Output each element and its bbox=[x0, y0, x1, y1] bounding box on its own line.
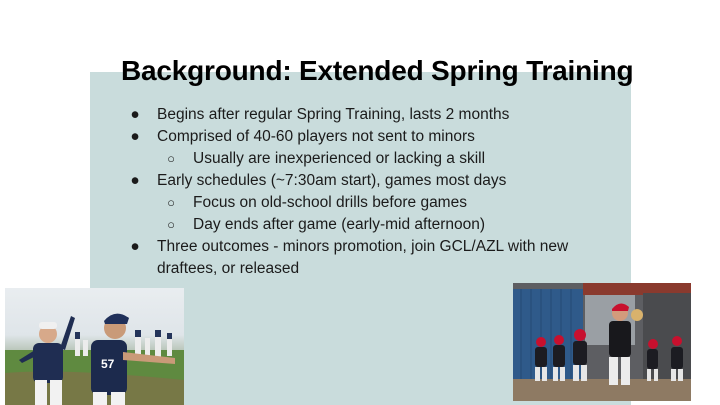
bullet-item bbox=[128, 104, 598, 126]
players-bullpen-photo bbox=[513, 283, 691, 401]
bullet-marker: ● bbox=[130, 172, 140, 189]
bullet-marker: ● bbox=[130, 106, 140, 123]
bullet-item bbox=[128, 126, 598, 148]
sub-bullet-marker: ○ bbox=[167, 217, 175, 232]
svg-text:57: 57 bbox=[101, 357, 115, 371]
bullet-item bbox=[128, 170, 598, 192]
sub-bullet-item bbox=[128, 148, 598, 170]
sub-bullet-item bbox=[128, 214, 598, 236]
bullet-text: Comprised of 40-60 players not sent to minors bbox=[157, 128, 475, 145]
sub-bullet-item bbox=[128, 192, 598, 214]
bullet-item bbox=[128, 236, 598, 280]
bullet-text: Usually are inexperienced or lacking a skill bbox=[193, 150, 486, 167]
sub-bullet-marker: ○ bbox=[167, 151, 175, 166]
bullet-list bbox=[128, 104, 598, 280]
bullet-text: Early schedules (~7:30am start), games most days bbox=[157, 172, 507, 189]
bullet-marker: ● bbox=[130, 128, 140, 145]
bullet-text: Begins after regular Spring Training, lasts 2 months bbox=[157, 106, 510, 123]
bullet-text: Day ends after game (early-mid afternoon) bbox=[193, 216, 486, 233]
bullet-text: Three outcomes - minors promotion, join GCL/AZL with new draftees, or released bbox=[157, 238, 569, 277]
bullet-text: Focus on old-school drills before games bbox=[193, 194, 467, 211]
sub-bullet-marker: ○ bbox=[167, 195, 175, 210]
bullet-marker: ● bbox=[130, 238, 140, 255]
players-stretching-photo bbox=[5, 288, 184, 405]
slide-title: Background: Extended Spring Training bbox=[121, 55, 634, 86]
